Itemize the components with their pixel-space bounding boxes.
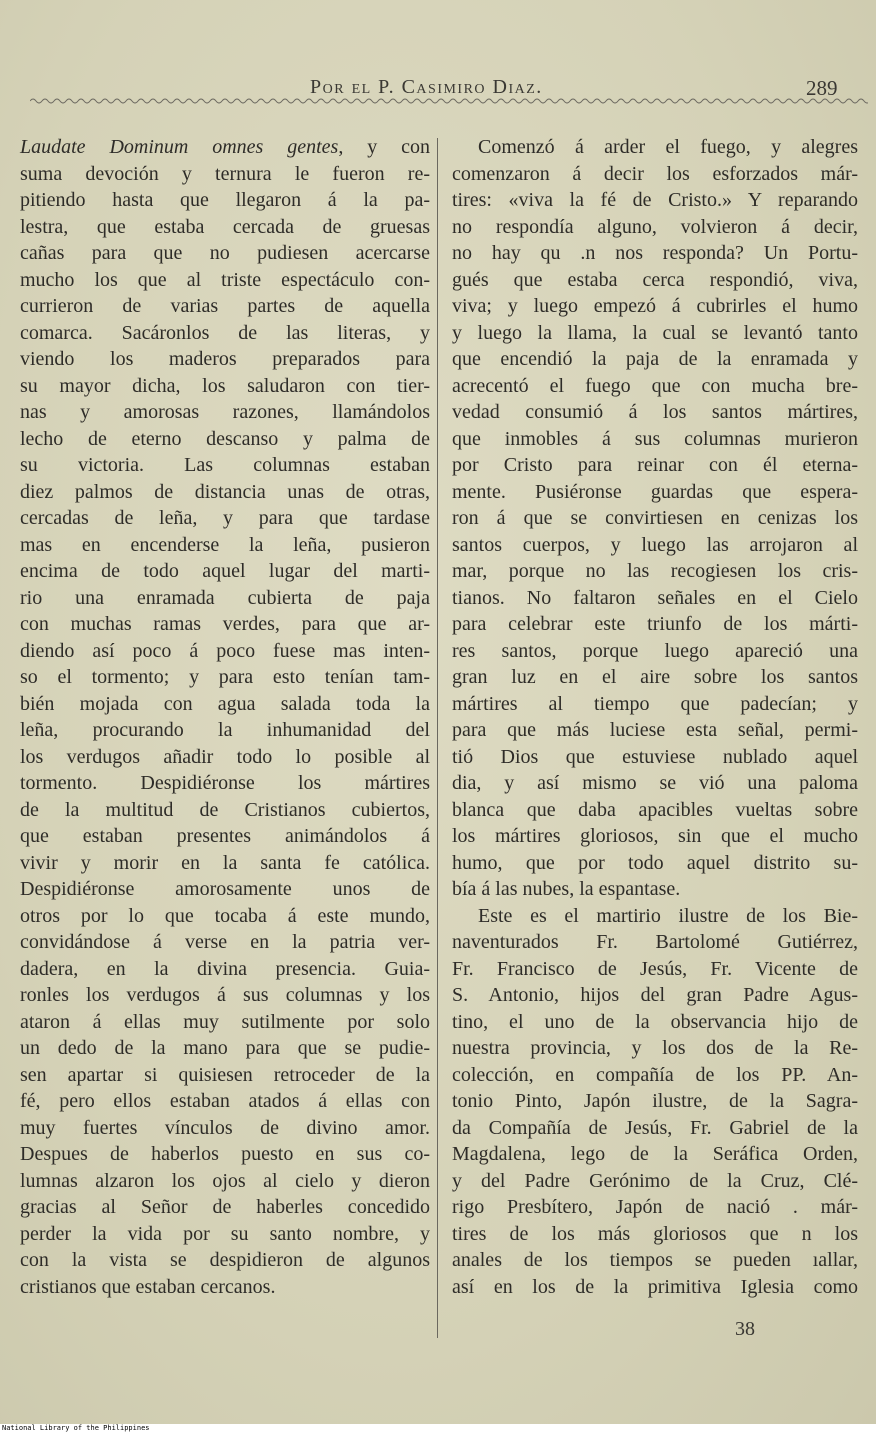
left-column-line: con la vista se despidieron de algunos [20, 1249, 430, 1271]
left-column-line: Laudate Dominum omnes gentes, y con [20, 136, 430, 158]
left-column-line: de la multitud de Cristianos cubiertos, [20, 798, 430, 821]
running-head: Por el P. Casimiro Diaz. [310, 76, 543, 98]
right-column-line: humo, que por todo aquel distrito su- [452, 851, 858, 874]
right-column-line: tino, el uno de la observancia hijo de [452, 1010, 858, 1033]
right-column-line: así en los de la primitiva Iglesia como [452, 1275, 858, 1298]
right-column-line: nuestra provincia, y los dos de la Re- [452, 1037, 858, 1059]
left-column-line: mucho los que al triste espectáculo con- [20, 268, 430, 291]
right-column-line: da Compañía de Jesús, Fr. Gabriel de la [452, 1116, 858, 1139]
left-column-line: viendo los maderos preparados para [20, 348, 430, 370]
right-column-line: por Cristo para reinar con él eterna- [452, 454, 858, 476]
left-column-line: vivir y morir en la santa fe católica. [20, 851, 430, 874]
right-column-line: mar, porque no las recogiesen los cris- [452, 560, 858, 582]
left-column-line: diendo así poco á poco fuese mas inten- [20, 639, 430, 662]
right-column-line: colección, en compañía de los PP. An- [452, 1063, 858, 1086]
left-column-line: diez palmos de distancia unas de otras, [20, 480, 430, 503]
right-column-line: no hay qu .n nos responda? Un Portu- [452, 242, 858, 264]
right-column-line: blanca que daba apacibles vueltas sobre [452, 798, 858, 821]
left-column-line: ronles los verdugos á sus columnas y los [20, 984, 430, 1006]
left-column-line: que estaban presentes animándolos á [20, 825, 430, 847]
right-column-line: Comenzó á arder el fuego, y alegres [478, 136, 858, 158]
right-column-line: tió Dios que estuviese nublado aquel [452, 745, 858, 768]
left-column-line: suma devoción y ternura le fueron re- [20, 162, 430, 185]
left-column-line: un dedo de la mano para que se pudie- [20, 1037, 430, 1059]
right-column-line: tianos. No faltaron señales en el Cielo [452, 586, 858, 609]
right-column-line: que encendió la paja de la enramada y [452, 348, 858, 370]
left-column-line: leña, procurando la inhumanidad del [20, 719, 430, 741]
right-column-line: Fr. Francisco de Jesús, Fr. Vicente de [452, 957, 858, 980]
right-column-line: vedad consumió á los santos mártires, [452, 401, 858, 423]
left-column-line: comarca. Sacáronlos de las literas, y [20, 321, 430, 344]
right-column-line: rigo Presbítero, Japón de nació . már- [452, 1196, 858, 1218]
left-column-line: lecho de eterno descanso y palma de [20, 427, 430, 450]
right-column [452, 134, 858, 1300]
left-column-line: rio una enramada cubierta de paja [20, 586, 430, 609]
left-column-line: sen apartar si quisiesen retroceder de la [20, 1063, 430, 1086]
left-column-line: su mayor dicha, los saludaron con tier- [20, 374, 430, 397]
right-column-line: que inmobles á sus columnas murieron [452, 427, 858, 450]
right-column-line: no respondía alguno, volvieron á decir, [452, 215, 858, 238]
left-column-line: bién mojada con agua salada toda la [20, 692, 430, 715]
right-column-line: bía á las nubes, la espantase. [452, 878, 681, 900]
right-column-line: Este es el martirio ilustre de los Bie- [478, 904, 858, 927]
right-column-line: para celebrar este triunfo de los márti- [452, 613, 858, 635]
column-divider [437, 138, 438, 1338]
left-column-line: su victoria. Las columnas estaban [20, 454, 430, 476]
right-column-line: los mártires gloriosos, sin que el mucho [452, 825, 858, 847]
left-column-line: pitiendo hasta que llegaron á la pa- [20, 189, 430, 211]
left-column [20, 134, 430, 1300]
left-column-line: los verdugos añadir todo lo posible al [20, 745, 430, 768]
library-credit: National Library of the Philippines [2, 1424, 150, 1432]
right-column-line: mártires al tiempo que padecían; y [452, 692, 858, 715]
left-column-line: muy fuertes vínculos de divino amor. [20, 1116, 430, 1139]
left-column-line: cañas para que no pudiesen acercarse [20, 242, 430, 264]
right-column-line: mente. Pusiéronse guardas que espera- [452, 480, 858, 503]
left-column-line: lumnas alzaron los ojos al cielo y dieron [20, 1169, 430, 1192]
right-column-line: S. Antonio, hijos del gran Padre Agus- [452, 984, 858, 1006]
right-column-line: tires de los más gloriosos que n los [452, 1222, 858, 1245]
right-column-line: para que más luciese esta señal, permi- [452, 719, 858, 741]
left-column-line: cristianos que estaban cercanos. [20, 1275, 276, 1298]
right-column-line: Magdalena, lego de la Seráfica Orden, [452, 1143, 858, 1165]
right-column-line: gués que estaba cerca respondió, viva, [452, 268, 858, 291]
right-column-line: gran luz en el aire sobre los santos [452, 666, 858, 688]
left-column-line: fé, pero ellos estaban atados á ellas con [20, 1090, 430, 1112]
right-column-line: dia, y así mismo se vió una paloma [452, 772, 858, 794]
left-column-line: otros por lo que tocaba á este mundo, [20, 904, 430, 927]
header-wavy-rule [30, 96, 868, 106]
left-column-line: cercadas de leña, y para que tardase [20, 507, 430, 529]
left-column-line: perder la vida por su santo nombre, y [20, 1222, 430, 1245]
right-column-line: y luego la llama, la cual se levantó tanto [452, 321, 858, 344]
left-column-line: ataron á ellas muy sutilmente por solo [20, 1010, 430, 1033]
left-column-line: con muchas ramas verdes, para que ar- [20, 613, 430, 635]
right-column-line: tonio Pinto, Japón ilustre, de la Sagra- [452, 1090, 858, 1112]
left-column-line: dadera, en la divina presencia. Guia- [20, 957, 430, 980]
left-column-line: gracias al Señor de haberles concedido [20, 1196, 430, 1218]
left-column-line: encima de todo aquel lugar del marti- [20, 560, 430, 582]
right-column-line: comenzaron á decir los esforzados már- [452, 162, 858, 185]
right-column-line: anales de los tiempos se pueden ıallar, [452, 1249, 858, 1271]
right-column-line: santos cuerpos, y luego las arrojaron al [452, 533, 858, 556]
left-column-line: Despidiéronse amorosamente unos de [20, 878, 430, 900]
left-column-line: Despues de haberlos puesto en sus co- [20, 1143, 430, 1165]
right-column-line: ron á que se convirtiesen en cenizas los [452, 507, 858, 529]
left-column-line: so el tormento; y para esto tenían tam- [20, 666, 430, 688]
right-column-line: res santos, porque luego apareció una [452, 639, 858, 662]
page-number: 289 [806, 76, 838, 100]
left-column-line: lestra, que estaba cercada de gruesas [20, 215, 430, 238]
signature-mark: 38 [735, 1318, 755, 1340]
right-column-line: naventurados Fr. Bartolomé Gutiérrez, [452, 931, 858, 953]
left-column-line: convidándose á verse en la patria ver- [20, 931, 430, 953]
right-column-line: y del Padre Gerónimo de la Cruz, Clé- [452, 1169, 858, 1192]
right-column-line: tires: «viva la fé de Cristo.» Y reparando [452, 189, 858, 211]
right-column-line: acrecentó el fuego que con mucha bre- [452, 374, 858, 397]
right-column-line: viva; y luego empezó á cubrirles el humo [452, 295, 858, 317]
left-column-line: tormento. Despidiéronse los mártires [20, 772, 430, 794]
left-column-line: mas en encenderse la leña, pusieron [20, 533, 430, 556]
left-column-line: nas y amorosas razones, llamándolos [20, 401, 430, 423]
left-column-line: currieron de varias partes de aquella [20, 295, 430, 317]
